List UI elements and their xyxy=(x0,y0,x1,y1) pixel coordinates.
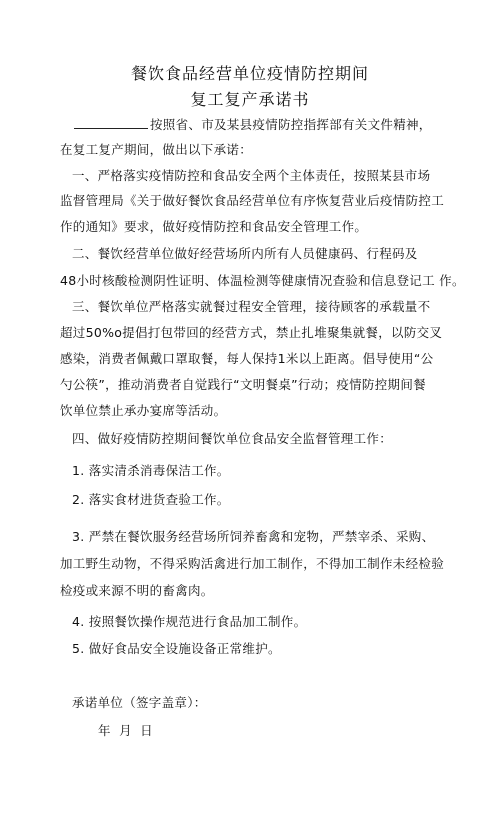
paragraph3-line4: 勺公筷”，推动消费者自觉践行“文明餐桌”行动；疫情防控期间餐 xyxy=(60,377,426,392)
list-item-3-line3: 检疫或来源不明的畜禽肉。 xyxy=(60,583,214,598)
list-item-1: 1. 落实清杀消毒保洁工作。 xyxy=(72,463,230,478)
intro-line1: 按照省、市及某县疫情防控指挥部有关文件精神， xyxy=(74,116,432,134)
paragraph2-line1: 二、餐饮经营单位做好经营场所内所有人员健康码、行程码及 xyxy=(72,246,418,261)
paragraph1-line1: 一、严格落实疫情防控和食品安全两个主体责任，按照某县市场 xyxy=(72,168,431,183)
document-title-line2: 复工复产承诺书 xyxy=(190,90,310,109)
paragraph3-line2: 超过50%o提倡打包带回的经营方式，禁止扎堆聚集就餐，以防交叉 xyxy=(60,325,443,340)
blank-underline xyxy=(74,116,148,129)
paragraph3-line3: 感染，消费者佩戴口罩取餐，每人保持1米以上距离。倡导使用“公 xyxy=(60,351,434,366)
list-item-2: 2. 落实食材进货查验工作。 xyxy=(72,492,230,507)
intro-line2: 在复工复产期间，做出以下承诺： xyxy=(60,142,253,157)
paragraph3-line5: 饮单位禁止承办宴席等活动。 xyxy=(60,403,227,418)
paragraph3-line1: 三、餐饮单位严格落实就餐过程安全管理，接待顾客的承载量不 xyxy=(72,299,431,314)
list-item-4: 4. 按照餐饮操作规范进行食品加工制作。 xyxy=(72,614,307,629)
paragraph2-line2: 48小时核酸检测阴性证明、体温检测等健康情况查验和信息登记工 作。 xyxy=(60,273,465,288)
paragraph4-line1: 四、做好疫情防控期间餐饮单位食品安全监督管理工作： xyxy=(72,431,393,446)
list-item-5: 5. 做好食品安全设施设备正常维护。 xyxy=(72,641,281,656)
date-line: 年 月 日 xyxy=(98,723,153,738)
signature-label: 承诺单位（签字盖章）： xyxy=(72,695,207,710)
paragraph1-line3: 作的通知》要求，做好疫情防控和食品安全管理工作。 xyxy=(60,219,368,234)
document-title-line1: 餐饮食品经营单位疫情防控期间 xyxy=(130,64,369,83)
list-item-3-line2: 加工野生动物，不得采购活禽进行加工制作，不得加工制作未经检验 xyxy=(60,556,445,571)
list-item-3-line1: 3. 严禁在餐饮服务经营场所饲养畜禽和宠物，严禁宰杀、采购、 xyxy=(72,529,435,544)
paragraph1-line2: 监督管理局《关于做好餐饮食品经营单位有序恢复营业后疫情防控工 xyxy=(60,193,445,208)
